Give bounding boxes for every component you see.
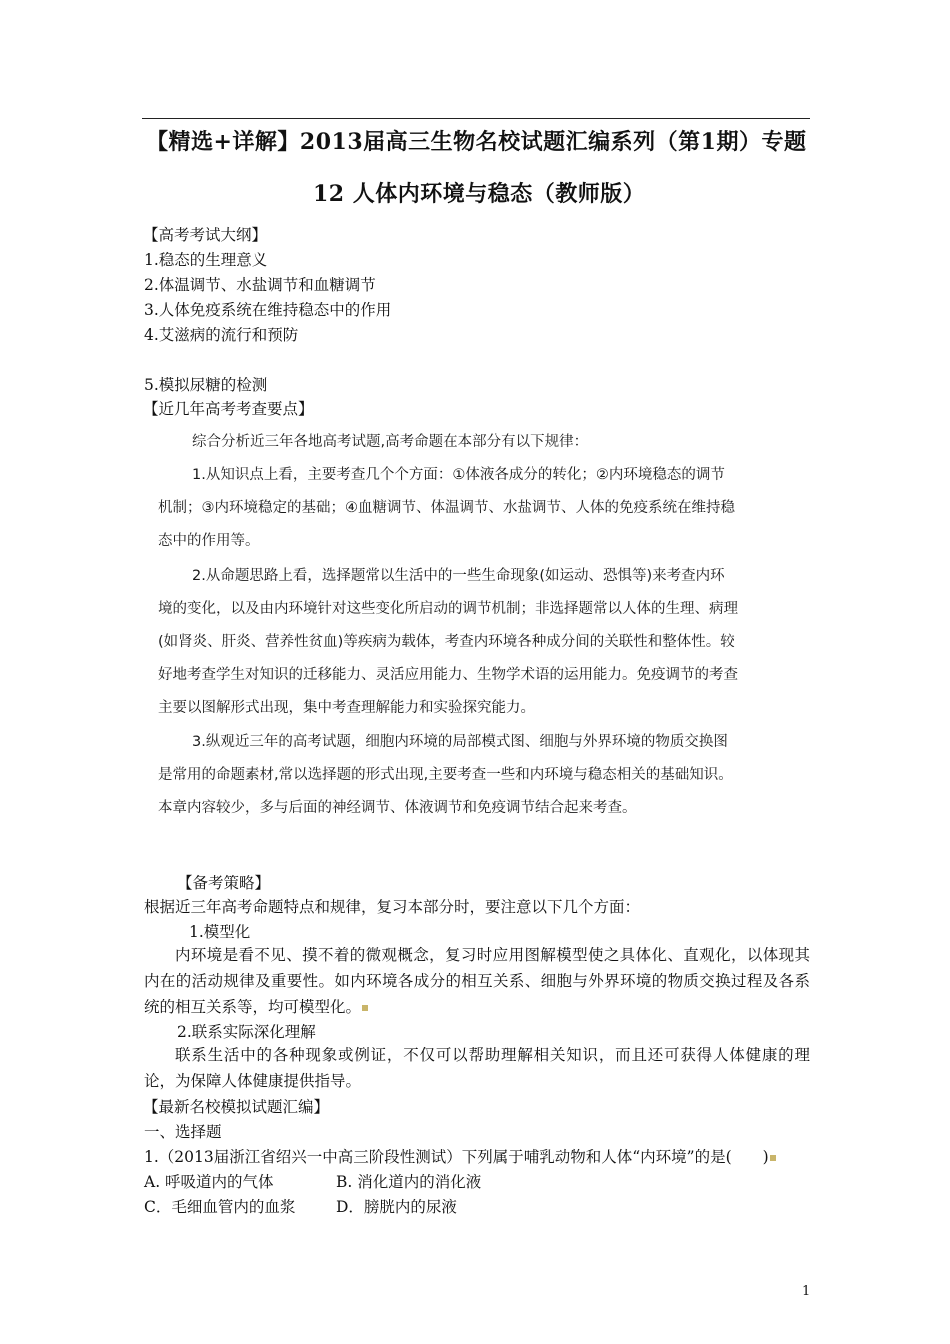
outline-item: 2.体温调节、水盐调节和血糖调节	[144, 276, 376, 294]
outline-item: 3.人体免疫系统在维持稳态中的作用	[144, 301, 392, 319]
document-title-line2: 12 人体内环境与稳态（教师版）	[313, 181, 646, 207]
outline-item: 1.稳态的生理意义	[144, 251, 268, 269]
questions-header: 【最新名校模拟试题汇编】	[143, 1098, 330, 1116]
exam-points-header: 【近几年高考考查要点】	[143, 400, 314, 418]
outline-header: 【高考考试大纲】	[143, 226, 268, 244]
edit-mark-icon	[362, 1005, 368, 1011]
document-title-line1: 【精选+详解】2013届高三生物名校试题汇编系列（第1期）专题	[146, 129, 807, 155]
exam-points-line: 是常用的命题素材,常以选择题的形式出现,主要考查一些和内环境与稳态相关的基础知识。	[158, 767, 733, 783]
strategy-subheading: 1.模型化	[189, 923, 251, 941]
header-rule	[142, 118, 810, 119]
exam-points-line: 本章内容较少，多与后面的神经调节、体液调节和免疫调节结合起来考查。	[158, 800, 637, 816]
question-stem	[144, 1146, 776, 1168]
answer-option: D．膀胱内的尿液	[336, 1198, 457, 1216]
answer-option: B. 消化道内的消化液	[336, 1173, 482, 1191]
exam-points-line: 好地考查学生对知识的迁移能力、灵活应用能力、生物学术语的运用能力。免疫调节的考查	[158, 667, 738, 683]
outline-item: 4.艾滋病的流行和预防	[144, 326, 299, 344]
strategy-subheading: 2.联系实际深化理解	[177, 1023, 316, 1041]
section-heading: 一、选择题	[144, 1123, 222, 1141]
exam-points-line: 2.从命题思路上看，选择题常以生活中的一些生命现象(如运动、恐惧等)来考查内环	[192, 568, 725, 584]
strategy-intro: 根据近三年高考命题特点和规律，复习本部分时，要注意以下几个方面：	[144, 898, 641, 916]
exam-points-line: (如肾炎、肝炎、营养性贫血)等疾病为载体，考查内环境各种成分间的关联性和整体性。较	[158, 634, 735, 650]
strategy-paragraph: 联系生活中的各种现象或例证，不仅可以帮助理解相关知识，而且还可获得人体健康的理论，为保障人体健康提供指导。	[144, 1046, 810, 1090]
strategy-paragraph	[144, 942, 810, 1020]
exam-points-line: 综合分析近三年各地高考试题,高考命题在本部分有以下规律：	[192, 434, 589, 450]
outline-item: 5.模拟尿糖的检测	[144, 376, 268, 394]
question-stem-text: 1.（2013届浙江省绍兴一中高三阶段性测试）下列属于哺乳动物和人体“内环境”的是( )	[144, 1148, 769, 1166]
strategy-header: 【备考策略】	[177, 874, 271, 892]
strategy-paragraph-text: 内环境是看不见、摸不着的微观概念，复习时应用图解模型使之具体化、直观化，以体现其内在的活动规律及重要性。如内环境各成分的相互关系、细胞与外界环境的物质交换过程及各系统的相互关系等，均可模型化。	[144, 946, 810, 1016]
exam-points-line: 主要以图解形式出现，集中考查理解能力和实验探究能力。	[158, 700, 535, 716]
exam-points-line: 态中的作用等。	[158, 533, 260, 549]
answer-option: C．毛细血管内的血浆	[144, 1198, 296, 1216]
answer-option: A. 呼吸道内的气体	[144, 1173, 274, 1191]
exam-points-line: 境的变化，以及由内环境针对这些变化所启动的调节机制；非选择题常以人体的生理、病理	[158, 601, 738, 617]
edit-mark-icon	[770, 1155, 776, 1161]
exam-points-line: 1.从知识点上看，主要考查几个个方面：①体液各成分的转化；②内环境稳态的调节	[192, 467, 725, 483]
page-number: 1	[802, 1284, 811, 1299]
exam-points-line: 机制；③内环境稳定的基础；④血糖调节、体温调节、水盐调节、人体的免疫系统在维持稳	[158, 500, 735, 516]
exam-points-line: 3.纵观近三年的高考试题，细胞内环境的局部模式图、细胞与外界环境的物质交换图	[192, 734, 728, 750]
